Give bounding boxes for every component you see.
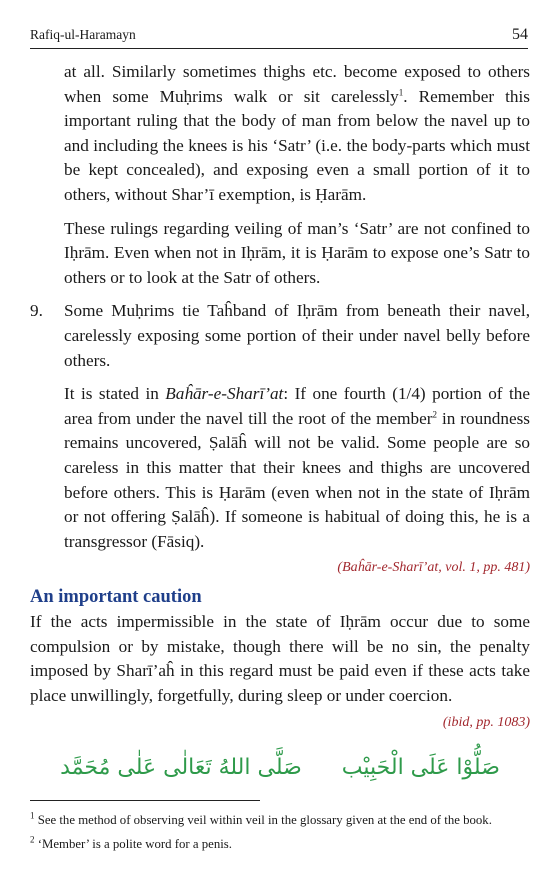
list-item-9 bbox=[30, 299, 530, 373]
footnote-1: $^1$ See the method of observing veil within veil in the glossary given at the end of the book. bbox=[30, 810, 492, 827]
durood-calligraphy bbox=[30, 751, 530, 785]
reference-citation-2: (ibid, pp. 1083) bbox=[442, 714, 530, 730]
paragraph-continuation: at all. Similarly sometimes thighs etc. become exposed to others when some Muḥrims walk or sit carelessly$^1$. Remember this important ruling that the body of man from below the navel up to and including the knees is his ‘Satr’ (i.e. the body-parts which must be kept concealed), and exposing even a small portion of it to others, without Shar’ī exemption, is Ḥarām. bbox=[64, 62, 530, 204]
book-name: Baĥār-e-Sharī’at bbox=[165, 384, 284, 404]
page-body bbox=[30, 60, 530, 785]
footnote-ref-2[interactable]: 2 bbox=[432, 408, 437, 419]
paragraph-bahar-quote: It is stated in Baĥār-e-Sharī’at: If one fourth (1/4) portion of the area from under the navel till the root of the member$^2$ in roundness remains uncovered, Ṣalāĥ will not be valid. Some people are so careless in this matter that their knees and thighs are uncovered before others. This is Ḥarām (even when not in the state of Iḥrām or not offering Ṣalāĥ). If someone is habitual of doing this, he is a transgressor (Fāsiq). bbox=[64, 384, 530, 551]
paragraph-caution: If the acts impermissible in the state of Iḥrām occur due to some compulsion or by mistake, though there will be no sin, the penalty imposed by Sharī’aĥ in this regard must be paid even if these acts take place unwillingly, forgetfully, during sleep or under coercion. bbox=[30, 612, 530, 706]
footnote-2: $^2$ ‘Member’ is a polite word for a penis. bbox=[30, 834, 232, 851]
footnotes bbox=[30, 812, 530, 860]
page-number: 54 bbox=[512, 26, 528, 43]
paragraph-satr-rulings: These rulings regarding veiling of man’s ‘Satr’ are not confined to Iḥrām. Even when not in Iḥrām, it is Ḥarām to expose one’s Satr to others or to look at the Satr of others. bbox=[64, 218, 530, 287]
list-number: 9. bbox=[30, 301, 43, 321]
arabic-phrase-left: صَلَّى اللهُ تَعَالٰى عَلٰى مُحَمَّد bbox=[60, 754, 302, 780]
reference-citation-1: (Baĥār-e-Sharī’at, vol. 1, pp. 481) bbox=[337, 560, 530, 576]
footnote-ref-1[interactable]: 1 bbox=[398, 86, 404, 97]
arabic-phrase-right: صَلُّوْا عَلَى الْحَبِيْب bbox=[341, 754, 500, 780]
book-title: Rafiq-ul-Haramayn bbox=[30, 27, 136, 42]
page-header bbox=[30, 22, 528, 49]
footnote-divider bbox=[30, 800, 260, 801]
section-heading: An important caution bbox=[30, 587, 202, 608]
list-item-text: Some Muḥrims tie Taĥband of Iḥrām from beneath their navel, carelessly exposing some portion of their under navel belly before others. bbox=[64, 301, 530, 370]
